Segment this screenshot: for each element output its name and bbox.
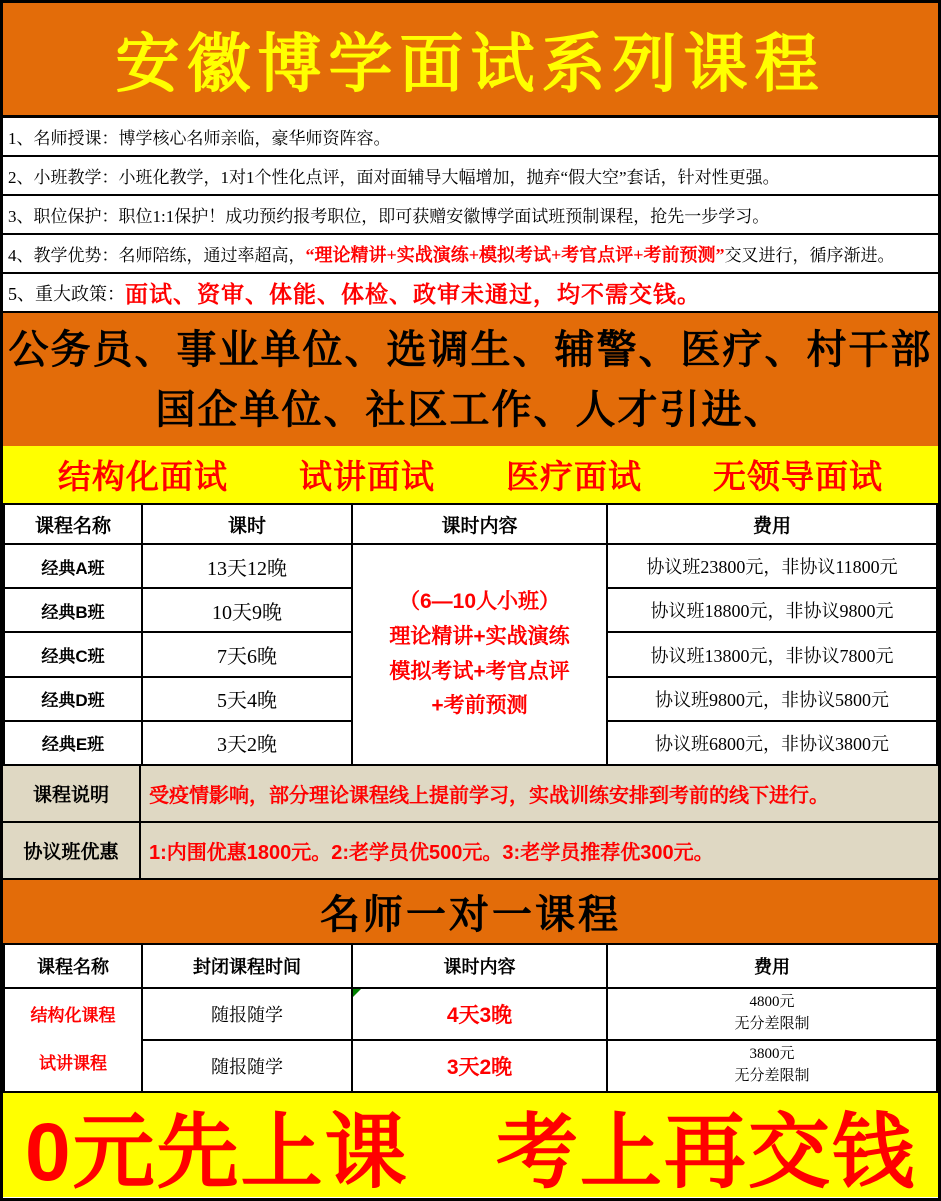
audience-line-2: 国企单位、社区工作、人才引进、 (155, 387, 786, 432)
duration-1 (352, 988, 607, 1040)
course-hours-c: 7天6晚 (142, 632, 352, 676)
feature-3-text: 3、职位保护：职位1:1保护！成功预约报考职位，即可获赠安徽博学面试班预制课程，抢先一步学习。 (8, 207, 770, 226)
table-row (4, 1040, 937, 1092)
course-name-e: 经典E班 (4, 721, 142, 765)
fee-2 (607, 1040, 937, 1092)
title-band (3, 3, 938, 118)
one-on-one-header-row (4, 944, 937, 988)
course-fee-d: 协议班9800元，非协议5800元 (607, 677, 937, 721)
course-name-structured: 结构化课程 (30, 1006, 116, 1025)
one-on-one-table (3, 943, 938, 1093)
course-name-lecture: 试讲课程 (39, 1054, 107, 1073)
feature-1-text: 1、名师授课：博学核心名师亲临，豪华师资阵容。 (8, 129, 391, 148)
fee-1-amount: 4800元 (749, 994, 795, 1011)
course-fee-e: 协议班6800元，非协议3800元 (607, 721, 937, 765)
note-label: 协议班优惠 (3, 823, 141, 878)
duration-2 (352, 1040, 607, 1092)
feature-row-3 (3, 196, 938, 235)
feature-4-text-pre: 4、教学优势：名师陪练，通过率超高， (8, 246, 306, 265)
interview-type-medical: 医疗面试 (506, 458, 642, 495)
feature-4-text-highlight: “理论精讲+实战演练+模拟考试+考官点评+考前预测” (305, 244, 725, 265)
content-line-4: +考前预测 (431, 694, 528, 718)
duration-1-text: 4天3晚 (446, 1004, 513, 1027)
note-text: 1:内围优惠1800元。2:老学员优500元。3:老学员推荐优300元。 (149, 842, 714, 864)
course-hours-a: 13天12晚 (142, 544, 352, 588)
course-name-a: 经典A班 (4, 544, 142, 588)
course-content-cell (352, 544, 607, 765)
interview-type-lecture: 试讲面试 (299, 458, 435, 495)
course-hours-d: 5天4晚 (142, 677, 352, 721)
fee-2-note: 无分差限制 (734, 1068, 810, 1084)
course-fee-c: 协议班13800元，非协议7800元 (607, 632, 937, 676)
col-header-course-name: 课程名称 (4, 944, 142, 988)
course-fee-a: 协议班23800元，非协议11800元 (607, 544, 937, 588)
one-on-one-course-names (4, 988, 142, 1092)
table-row (4, 988, 937, 1040)
course-fee-b: 协议班18800元，非协议9800元 (607, 588, 937, 632)
schedule-2: 随报随学 (142, 1040, 352, 1092)
course-table (3, 503, 938, 766)
bottom-banner (3, 1093, 938, 1197)
feature-5-text-highlight: 面试、资审、体能、体检、政审未通过，均不需交钱。 (125, 282, 701, 307)
col-header-content: 课时内容 (352, 944, 607, 988)
fee-2-amount: 3800元 (749, 1046, 795, 1063)
course-name-d: 经典D班 (4, 677, 142, 721)
bottom-banner-right: 考上再交钱 (495, 1106, 916, 1198)
col-header-fee: 费用 (607, 944, 937, 988)
course-hours-e: 3天2晚 (142, 721, 352, 765)
content-line-2: 理论精讲+实战演练 (389, 624, 570, 648)
feature-5-text-pre: 5、重大政策： (8, 283, 125, 304)
feature-2-text: 2、小班教学：小班化教学，1对1个性化点评，面对面辅导大幅增加，抛弃“假大空”套话，针对性更强。 (8, 168, 780, 187)
note-row-course-note (3, 766, 938, 823)
course-name-c: 经典C班 (4, 632, 142, 676)
col-header-hours: 课时 (142, 504, 352, 544)
note-row-discount (3, 823, 938, 880)
one-on-one-band: 名师一对一课程 (3, 880, 938, 943)
page-title: 安徽博学面试系列课程 (115, 27, 826, 102)
interview-type-leaderless: 无领导面试 (713, 458, 883, 495)
course-name-b: 经典B班 (4, 588, 142, 632)
table-row (4, 544, 937, 588)
col-header-content: 课时内容 (352, 504, 607, 544)
feature-4-text-post: 交叉进行，循序渐进。 (724, 246, 895, 265)
audience-band (3, 313, 938, 446)
col-header-schedule: 封闭课程时间 (142, 944, 352, 988)
interview-types-band (3, 446, 938, 503)
feature-row-1 (3, 118, 938, 157)
feature-row-4 (3, 235, 938, 274)
note-text: 受疫情影响，部分理论课程线上提前学习，实战训练安排到考前的线下进行。 (149, 785, 829, 807)
duration-2-text: 3天2晚 (446, 1056, 513, 1079)
col-header-course-name: 课程名称 (4, 504, 142, 544)
fee-1-note: 无分差限制 (734, 1016, 810, 1032)
fee-1 (607, 988, 937, 1040)
cell-corner-marker (353, 989, 361, 997)
audience-line-1: 公务员、事业单位、选调生、辅警、医疗、村干部 (8, 327, 933, 372)
feature-row-2 (3, 157, 938, 196)
content-line-1: （6—10人小班） (398, 590, 561, 614)
interview-type-structured: 结构化面试 (58, 458, 228, 495)
course-hours-b: 10天9晚 (142, 588, 352, 632)
content-line-3: 模拟考试+考官点评 (389, 659, 570, 683)
col-header-fee: 费用 (607, 504, 937, 544)
bottom-banner-left: 0元先上课 (25, 1106, 409, 1198)
note-label: 课程说明 (3, 766, 141, 821)
course-table-header-row (4, 504, 937, 544)
feature-row-5 (3, 274, 938, 313)
schedule-1: 随报随学 (142, 988, 352, 1040)
